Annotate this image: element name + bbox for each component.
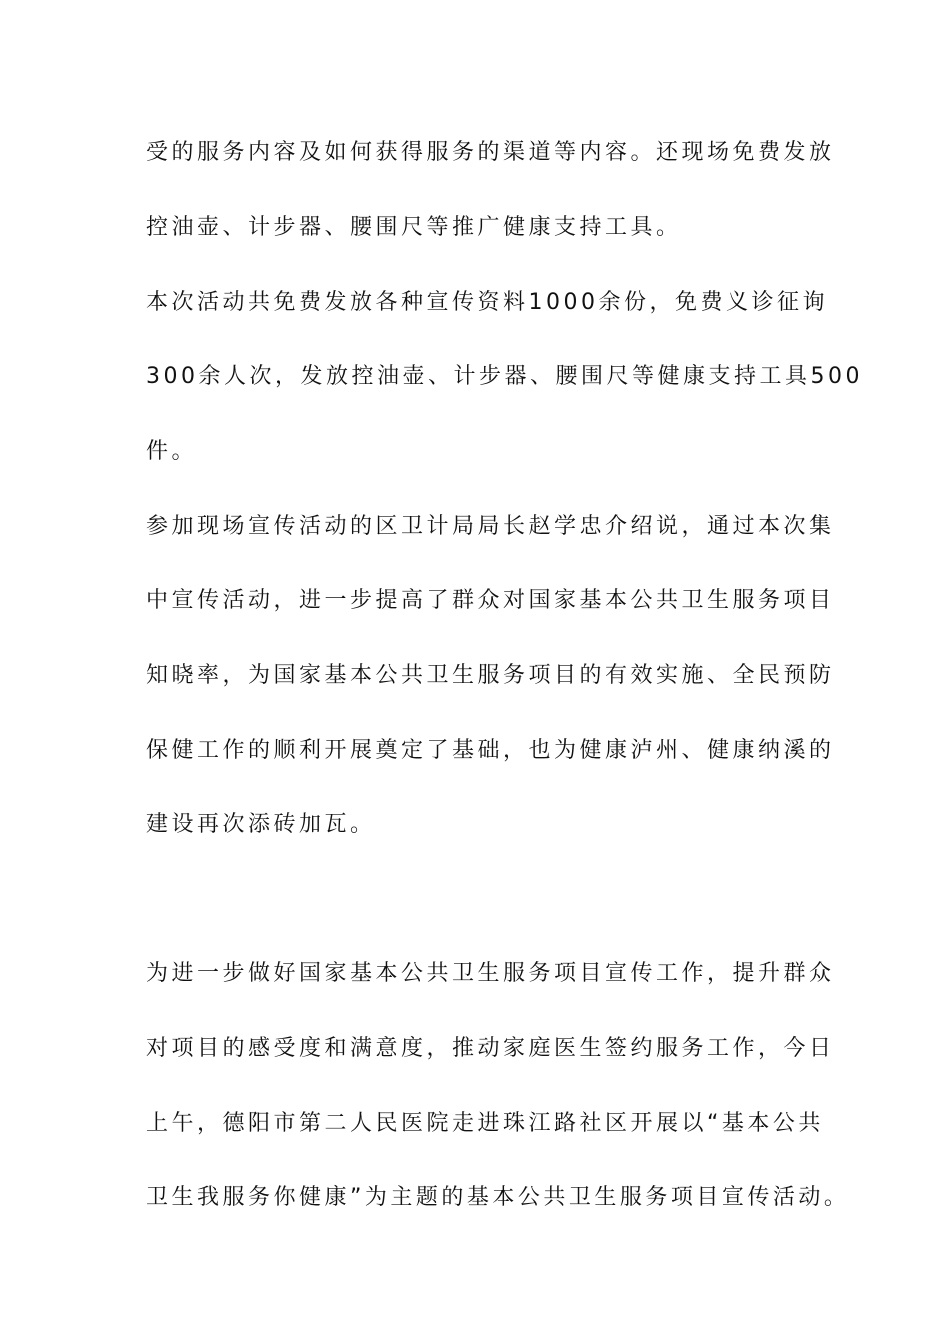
text-line: 建设再次添砖加瓦。: [146, 812, 376, 837]
text-line: 件。: [146, 439, 198, 464]
text-line: 本次活动共免费发放各种宣传资料1000余份，免费义诊征询: [146, 290, 828, 315]
text-line: 上午，德阳市第二人民医院走进珠江路社区开展以“基本公共: [146, 1111, 824, 1136]
text-line: 为进一步做好国家基本公共卫生服务项目宣传工作，提升群众: [146, 961, 835, 986]
text-line: 知晓率，为国家基本公共卫生服务项目的有效实施、全民预防: [146, 663, 835, 688]
text-line: 控油壶、计步器、腰围尺等推广健康支持工具。: [146, 215, 682, 240]
text-line: 对项目的感受度和满意度，推动家庭医生签约服务工作，今日: [146, 1036, 835, 1061]
text-line: 300余人次，发放控油壶、计步器、腰围尺等健康支持工具500: [146, 364, 863, 389]
text-line: 中宣传活动，进一步提高了群众对国家基本公共卫生服务项目: [146, 588, 835, 613]
text-line: 保健工作的顺利开展奠定了基础，也为健康泸州、健康纳溪的: [146, 738, 835, 763]
text-line: 卫生我服务你健康”为主题的基本公共卫生服务项目宣传活动。: [146, 1185, 850, 1210]
text-line: 参加现场宣传活动的区卫计局局长赵学忠介绍说，通过本次集: [146, 514, 835, 539]
text-line: 受的服务内容及如何获得服务的渠道等内容。还现场免费发放: [146, 140, 835, 165]
